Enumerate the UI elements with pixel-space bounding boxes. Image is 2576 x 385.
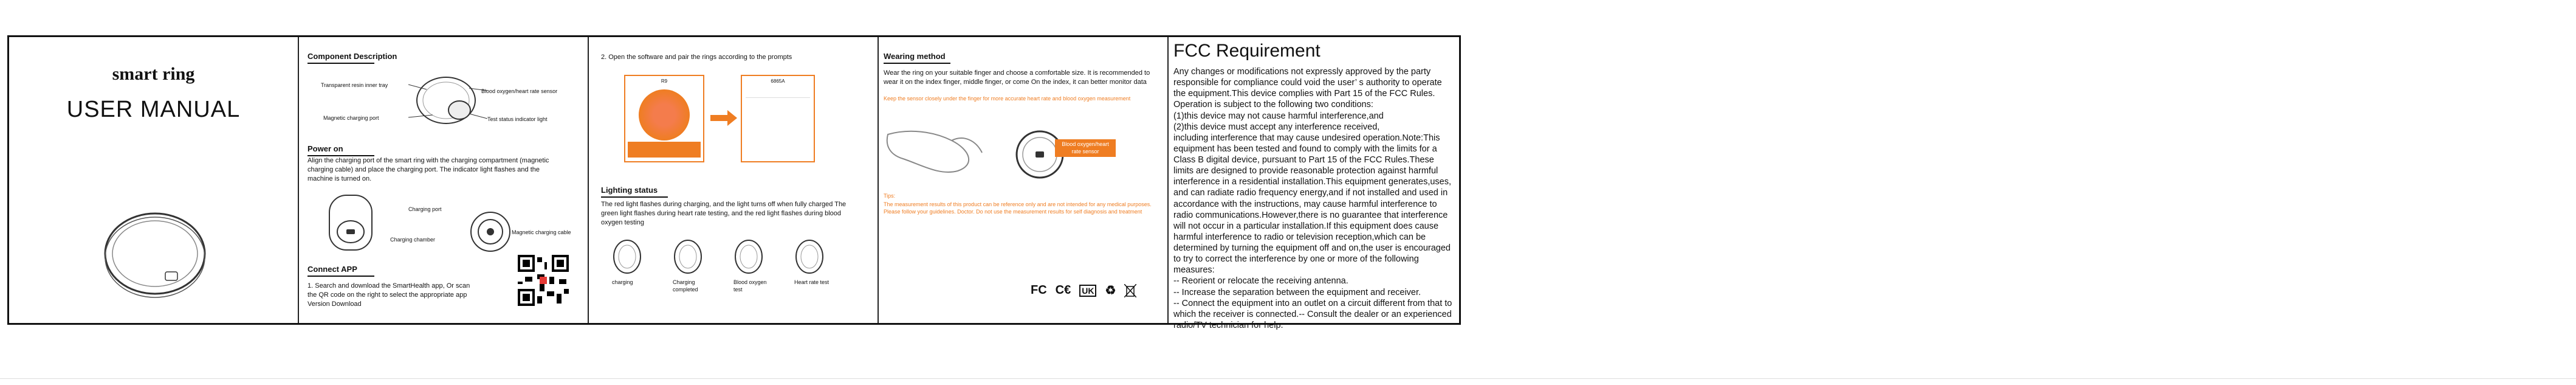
label-sensor: Blood oxygen/heart rate sensor bbox=[481, 88, 558, 94]
connect-heading: Connect APP bbox=[307, 265, 374, 277]
label-indicator-light: Test status indicator light bbox=[487, 116, 548, 122]
wearing-panel bbox=[879, 37, 1169, 323]
phone-screen-pair bbox=[624, 75, 704, 162]
pair-orb bbox=[639, 89, 690, 140]
weee-bin-icon bbox=[1124, 284, 1136, 297]
label-inner-tray: Transparent resin inner tray bbox=[321, 82, 388, 88]
lighting-heading: Lighting status bbox=[601, 186, 668, 198]
lighting-text: The red light flashes during charging, and the light turns off when fully charged The green light flashes during heart rate testing, and the red light flashes during blood oxygen testing bbox=[601, 201, 847, 226]
ukca-mark-icon: UK bbox=[1079, 285, 1096, 297]
power-text: Align the charging port of the smart ring with the charging compartment (magnetic charging cable) and place the charging port. The indicator light flashes and the machine is turned on. bbox=[307, 157, 549, 182]
fcc-mark-icon: FC bbox=[1031, 283, 1047, 297]
arrow-right-icon bbox=[710, 110, 737, 126]
components-panel bbox=[299, 37, 589, 323]
cover-title: smart ring bbox=[112, 64, 195, 84]
components-heading: Component Description bbox=[307, 52, 397, 64]
connect-text: 1. Search and download the SmartHealth app, Or scan the QR code on the right to select the appropriate app Version Download bbox=[307, 282, 470, 308]
fcc-panel bbox=[1169, 37, 1459, 330]
lighting-ring-complete bbox=[671, 238, 704, 276]
lighting-ring-charging bbox=[611, 238, 644, 276]
cover-panel bbox=[9, 37, 299, 323]
fcc-body: Any changes or modifications not expressly approved by the party responsible for compliance could void the user’ s authority to operate the equipment.This device complies with Part 15 of the FCC Rules. Operation is subject to the following two conditions: (1)this device may not cause harmful interference,and (2)this device must accept any interference received, including interference that may cause undesired operation.Note:This equipment has been tested and found to comply with the limits for a Class B digital device, pursuant to Part 15 of the FCC Rules.These limits are designed to provide reasonable protection against harmful interference in a residential installation.This equipment generates,uses, and can radiate radio frequency energy,and if not installed and used in accordance with the instructions, may cause harmful interference to radio communications.However,there is no guarantee that interference will not occur in a particular installation.If this equipment does cause harmful interference to radio or television reception,which can be determined by turning the equipment off and on,the user is encouraged to try to correct the interference by one or more of the following measures: -- Reorient or relocate the receiving antenna. -- Increase the separation between the equipment and receiver. -- Connect the equipment into an outlet on a circuit different from that to which the receiver is connected.-- Consult the dealer or an experienced radio/TV technician for help. bbox=[1173, 67, 1452, 330]
label-cable: Magnetic charging cable bbox=[512, 229, 571, 235]
label-port-2: Charging port bbox=[408, 206, 442, 212]
charging-case-diagram bbox=[323, 189, 390, 262]
wearing-text: Wear the ring on your suitable finger and choose a comfortable size. It is recommended to wear it on the index finger, middle finger, or come On the index, it can better monitor data bbox=[884, 69, 1150, 86]
wearing-heading: Wearing method bbox=[884, 52, 950, 64]
ce-mark-icon: C€ bbox=[1055, 283, 1071, 297]
label-charging-port: Magnetic charging port bbox=[323, 115, 379, 121]
ring-illustration bbox=[97, 200, 213, 303]
tips-text: The measurement results of this product can be reference only and are not intended for any medical purposes. Please follow your guidelines. Doctor. Do not use the measurement results for self diagnosis and treatment bbox=[884, 201, 1152, 215]
state-heart: Heart rate test bbox=[794, 279, 829, 285]
device-row bbox=[746, 90, 810, 98]
ring-component-diagram bbox=[408, 71, 487, 132]
pairing-step: 2. Open the software and pair the rings according to the prompts bbox=[601, 54, 792, 61]
qr-code bbox=[518, 255, 569, 306]
cover-subtitle: USER MANUAL bbox=[66, 97, 241, 122]
phone-screen-device bbox=[741, 75, 815, 162]
sensor-callout: Blood oxygen/heart rate sensor bbox=[1055, 139, 1116, 157]
pair-screen-footer bbox=[628, 142, 701, 158]
power-heading: Power on bbox=[307, 144, 374, 156]
state-complete: Charging completed bbox=[673, 279, 698, 293]
recycle-icon: ♻ bbox=[1105, 284, 1116, 297]
fcc-title: FCC Requirement bbox=[1173, 41, 1321, 61]
state-charging: charging bbox=[612, 279, 633, 285]
screen-left-title: R9 bbox=[661, 78, 668, 84]
screen-right-title: 6865A bbox=[771, 78, 785, 84]
magnetic-cable-diagram bbox=[466, 207, 515, 256]
manual-sheet bbox=[7, 35, 1461, 330]
lighting-ring-heart bbox=[793, 238, 826, 276]
cert-marks bbox=[1031, 283, 1136, 298]
label-chamber: Charging chamber bbox=[390, 237, 436, 243]
wearing-note: Keep the sensor closely under the finger for more accurate heart rate and blood oxygen measurement bbox=[884, 95, 1131, 102]
page-bottom-rule bbox=[0, 378, 2576, 379]
tips-label: Tips: bbox=[884, 193, 896, 199]
lighting-ring-oxygen bbox=[732, 238, 765, 276]
state-oxygen: Blood oxygen test bbox=[733, 279, 767, 293]
pairing-panel bbox=[589, 37, 879, 323]
finger-illustration bbox=[885, 116, 988, 183]
